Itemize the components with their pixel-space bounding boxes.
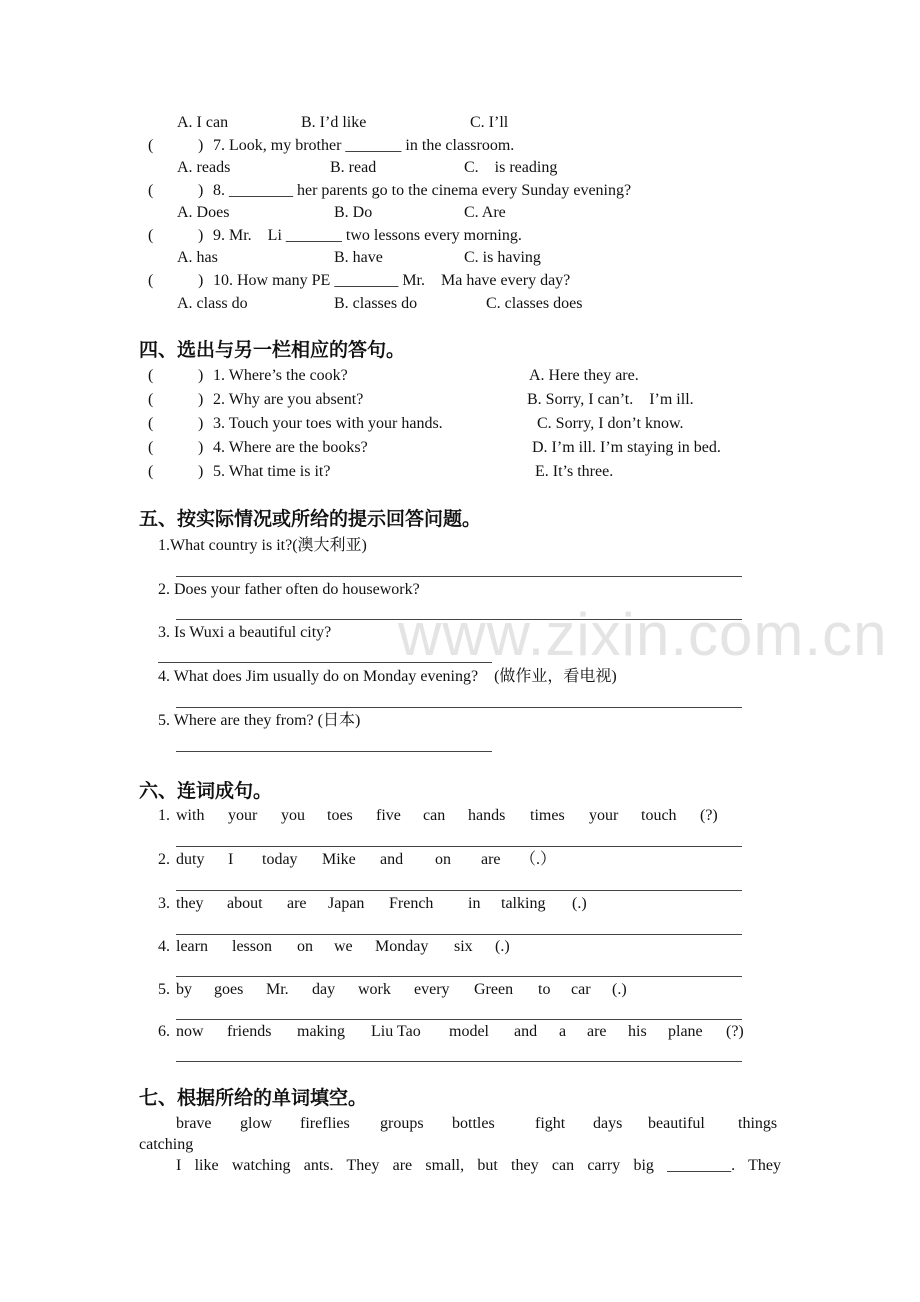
answer-paren-close: ) <box>198 439 204 456</box>
scrambled-word: are <box>481 851 501 868</box>
item-number: 4. <box>158 938 170 955</box>
answer-paren-open: ( <box>148 272 154 289</box>
word-bank-word: brave <box>176 1115 212 1132</box>
scrambled-word: Green <box>474 981 514 998</box>
question-text: 4. Where are the books? <box>213 439 368 456</box>
scrambled-word: and <box>380 851 404 868</box>
question-text: 9. Mr. Li _______ two lessons every morning. <box>213 227 522 244</box>
scrambled-word: （.） <box>520 851 557 868</box>
answer-option: A. Here they are. <box>529 367 639 384</box>
item-number: 5. <box>158 981 170 998</box>
scrambled-word: in <box>468 895 481 912</box>
scrambled-word: (?) <box>700 807 718 824</box>
scrambled-word: day <box>312 981 336 998</box>
question-text: 1. Where’s the cook? <box>213 367 348 384</box>
word-bank-word: things <box>738 1115 778 1132</box>
word-bank-word: glow <box>240 1115 272 1132</box>
answer-paren-open: ( <box>148 391 154 408</box>
scrambled-word: Mr. <box>266 981 289 998</box>
option: A. class do <box>177 295 248 312</box>
question-text: 3. Touch your toes with your hands. <box>213 415 443 432</box>
answer-option: C. Sorry, I don’t know. <box>537 415 684 432</box>
scrambled-word: Mike <box>322 851 356 868</box>
scrambled-word: touch <box>641 807 677 824</box>
question-text: 10. How many PE ________ Mr. Ma have every day? <box>213 272 571 289</box>
scrambled-word: your <box>589 807 619 824</box>
question-text: 5. Where are they from? (日本) <box>158 712 361 729</box>
item-number: 1. <box>158 807 170 824</box>
answer-line[interactable] <box>176 890 742 891</box>
question-text: 3. Is Wuxi a beautiful city? <box>158 624 332 641</box>
answer-line[interactable] <box>158 662 492 663</box>
scrambled-word: Japan <box>328 895 365 912</box>
word-bank-word: beautiful <box>648 1115 705 1132</box>
scrambled-word: about <box>227 895 263 912</box>
item-number: 3. <box>158 895 170 912</box>
option: B. I’d like <box>301 114 367 131</box>
question-text: 2. Does your father often do housework? <box>158 581 420 598</box>
scrambled-word: today <box>262 851 298 868</box>
answer-paren-close: ) <box>198 182 204 199</box>
answer-paren-open: ( <box>148 415 154 432</box>
scrambled-word: are <box>587 1023 607 1040</box>
scrambled-word: every <box>414 981 450 998</box>
answer-paren-open: ( <box>148 439 154 456</box>
word-bank-word: groups <box>380 1115 424 1132</box>
scrambled-word: now <box>176 1023 204 1040</box>
answer-line[interactable] <box>176 976 742 977</box>
scrambled-word: (.) <box>572 895 587 912</box>
scrambled-word: French <box>389 895 434 912</box>
answer-option: D. I’m ill. I’m staying in bed. <box>532 439 721 456</box>
scrambled-word: his <box>628 1023 647 1040</box>
question-text: 7. Look, my brother _______ in the classroom. <box>213 137 515 154</box>
option: B. read <box>330 159 377 176</box>
answer-paren-close: ) <box>198 227 204 244</box>
word-bank-word: bottles <box>452 1115 495 1132</box>
scrambled-word: you <box>281 807 305 824</box>
scrambled-word: toes <box>327 807 353 824</box>
scrambled-word: making <box>297 1023 345 1040</box>
question-text: 5. What time is it? <box>213 463 331 480</box>
scrambled-word: hands <box>468 807 506 824</box>
scrambled-word: Monday <box>375 938 429 955</box>
scrambled-word: and <box>514 1023 538 1040</box>
option: C. Are <box>464 204 506 221</box>
scrambled-word: car <box>571 981 591 998</box>
scrambled-word: your <box>228 807 258 824</box>
watermark: www.zixin.com.cn <box>398 601 888 668</box>
section-title: 六、连词成句。 <box>139 780 273 802</box>
scrambled-word: by <box>176 981 192 998</box>
item-number: 2. <box>158 851 170 868</box>
option: B. classes do <box>334 295 418 312</box>
scrambled-word: to <box>538 981 551 998</box>
word-bank-word: fireflies <box>300 1115 350 1132</box>
option: C. I’ll <box>470 114 509 131</box>
option: C. classes does <box>486 295 583 312</box>
scrambled-word: Liu Tao <box>371 1023 421 1040</box>
option: B. have <box>334 249 383 266</box>
answer-option: B. Sorry, I can’t. I’m ill. <box>527 391 694 408</box>
question-text: 8. ________ her parents go to the cinema every Sunday evening? <box>213 182 632 199</box>
answer-paren-open: ( <box>148 463 154 480</box>
answer-line[interactable] <box>176 846 742 847</box>
option: B. Do <box>334 204 373 221</box>
answer-line[interactable] <box>176 1019 742 1020</box>
answer-line[interactable] <box>176 751 492 752</box>
section-title: 五、按实际情况或所给的提示回答问题。 <box>139 508 482 530</box>
word-bank-word: catching <box>139 1136 194 1153</box>
scrambled-word: five <box>376 807 401 824</box>
scrambled-word: are <box>287 895 307 912</box>
option: A. has <box>177 249 218 266</box>
word-bank-word: fight <box>535 1115 566 1132</box>
scrambled-word: work <box>358 981 391 998</box>
scrambled-word: on <box>297 938 313 955</box>
answer-line[interactable] <box>176 576 742 577</box>
option: A. reads <box>177 159 231 176</box>
question-text: 4. What does Jim usually do on Monday evening? (做作业，看电视) <box>158 668 617 685</box>
answer-paren-open: ( <box>148 367 154 384</box>
question-text: 2. Why are you absent? <box>213 391 364 408</box>
answer-paren-open: ( <box>148 182 154 199</box>
scrambled-word: (?) <box>726 1023 744 1040</box>
scrambled-word: we <box>334 938 353 955</box>
scrambled-word: lesson <box>232 938 272 955</box>
scrambled-word: duty <box>176 851 205 868</box>
answer-paren-close: ) <box>198 391 204 408</box>
section-title: 七、根据所给的单词填空。 <box>139 1087 368 1109</box>
scrambled-word: on <box>435 851 451 868</box>
answer-paren-close: ) <box>198 415 204 432</box>
scrambled-word: (.) <box>495 938 510 955</box>
answer-paren-close: ) <box>198 463 204 480</box>
answer-paren-open: ( <box>148 227 154 244</box>
word-bank-word: days <box>593 1115 623 1132</box>
answer-line[interactable] <box>176 619 742 620</box>
question-text: 1.What country is it?(澳大利亚) <box>158 537 367 554</box>
answer-option: E. It’s three. <box>535 463 614 480</box>
passage-line: I like watching ants. They are small, but they can carry big ________. They <box>176 1157 781 1174</box>
answer-line[interactable] <box>176 934 742 935</box>
scrambled-word: with <box>176 807 205 824</box>
option: C. is reading <box>464 159 558 176</box>
scrambled-word: I <box>228 851 234 868</box>
scrambled-word: (.) <box>612 981 627 998</box>
scrambled-word: a <box>559 1023 567 1040</box>
scrambled-word: six <box>454 938 473 955</box>
scrambled-word: friends <box>227 1023 272 1040</box>
option: A. Does <box>177 204 230 221</box>
option: A. I can <box>177 114 229 131</box>
answer-paren-open: ( <box>148 137 154 154</box>
scrambled-word: plane <box>668 1023 703 1040</box>
answer-line[interactable] <box>176 707 742 708</box>
answer-paren-close: ) <box>198 272 204 289</box>
scrambled-word: can <box>423 807 446 824</box>
scrambled-word: model <box>449 1023 489 1040</box>
scrambled-word: goes <box>214 981 244 998</box>
section-title: 四、选出与另一栏相应的答句。 <box>139 339 406 361</box>
item-number: 6. <box>158 1023 170 1040</box>
scrambled-word: times <box>530 807 565 824</box>
answer-paren-close: ) <box>198 367 204 384</box>
scrambled-word: learn <box>176 938 208 955</box>
scrambled-word: they <box>176 895 204 912</box>
scrambled-word: talking <box>501 895 546 912</box>
option: C. is having <box>464 249 541 266</box>
answer-line[interactable] <box>176 1061 742 1062</box>
answer-paren-close: ) <box>198 137 204 154</box>
